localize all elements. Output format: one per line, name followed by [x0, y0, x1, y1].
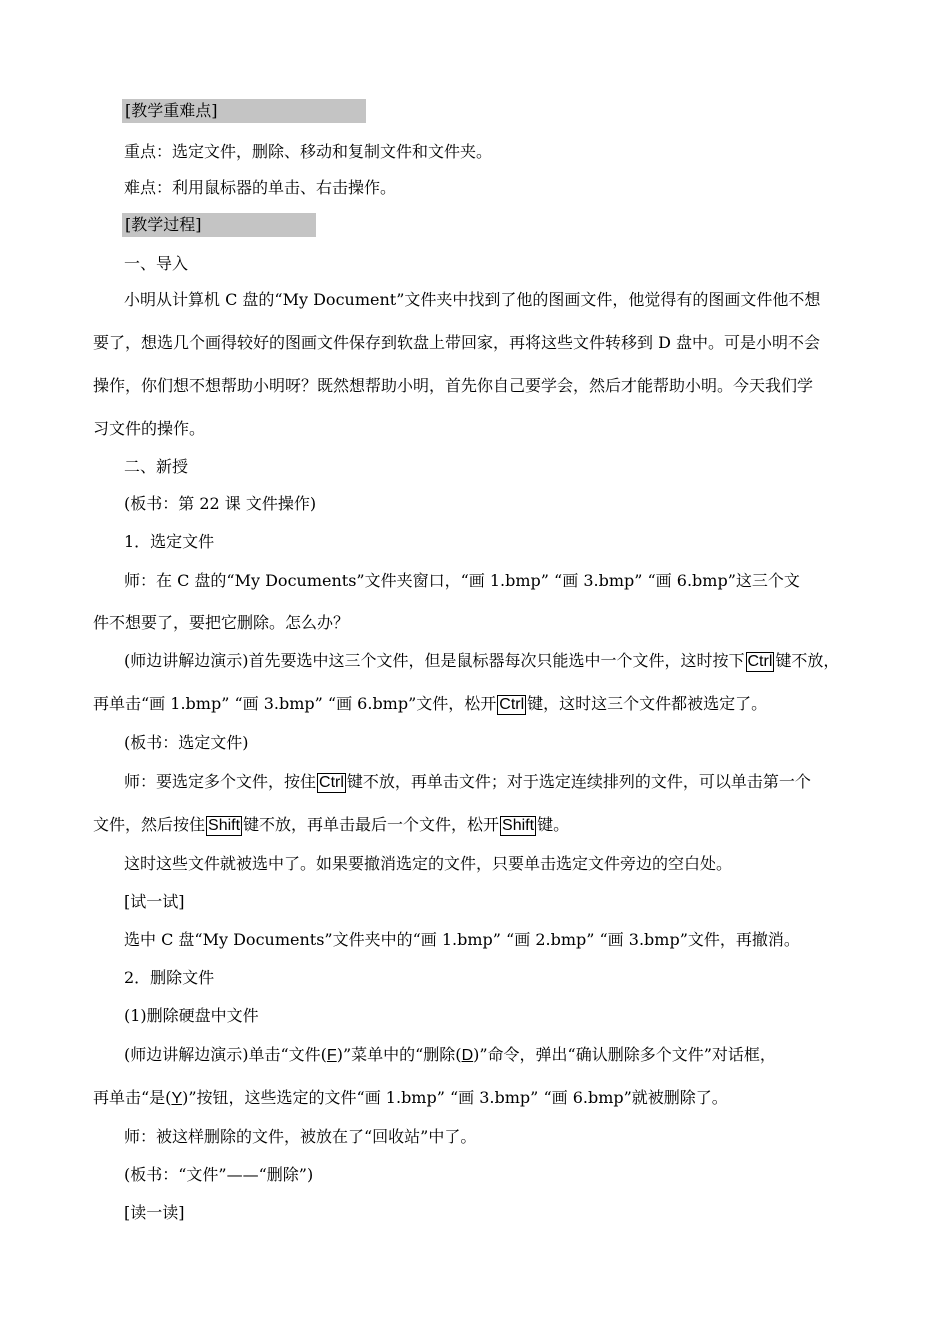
try-it-text: 选中 C 盘“My Documents”文件夹中的“画 1.bmp” “画 2.bmp” “画 3.bmp”文件，再撤消。	[124, 930, 800, 949]
board-note: (板书：“文件”——“删除”)	[124, 1165, 314, 1184]
board-note: (板书：选定文件)	[124, 733, 249, 752]
menu-shortcut-d: D	[461, 1047, 474, 1064]
section-heading-key-points: [教学重难点]	[122, 99, 366, 123]
section-title-intro: 一、导入	[124, 254, 189, 273]
demo-paragraph-line: 再单击“是(Y)”按钮，这些选定的文件“画 1.bmp” “画 3.bmp” “画 6.bmp”就被删除了。	[93, 1088, 728, 1107]
teacher-paragraph-line: 文件，然后按住 Shift 键不放，再单击最后一个文件，松开 Shift 键。	[93, 815, 570, 834]
button-shortcut-y: Y	[171, 1090, 183, 1107]
intro-paragraph-line: 操作，你们想不想帮助小明呀？既然想帮助小明，首先你自己要学会，然后才能帮助小明。今天我们学	[93, 376, 814, 395]
section-title-new-lesson: 二、新授	[124, 457, 189, 476]
ctrl-key-label: Ctrl	[747, 653, 773, 670]
subsection-title-delete-files: 2．删除文件	[124, 968, 215, 987]
try-it-heading: [试一试]	[124, 892, 185, 911]
teacher-paragraph-line: 师：要选定多个文件，按住 Ctrl 键不放，再单击文件；对于选定连续排列的文件，可以单击第一个	[124, 772, 811, 791]
subsection-title-select-files: 1．选定文件	[124, 532, 215, 551]
intro-paragraph-line: 小明从计算机 C 盘的“My Document”文件夹中找到了他的图画文件，他觉得有的图画文件他不想	[124, 290, 821, 309]
intro-paragraph-line: 要了，想选几个画得较好的图画文件保存到软盘上带回家，再将这些文件转移到 D 盘中。可是小明不会	[93, 333, 821, 352]
deselect-instruction: 这时这些文件就被选中了。如果要撤消选定的文件，只要单击选定文件旁边的空白处。	[124, 854, 733, 873]
board-note: (板书：第 22 课 文件操作)	[124, 494, 317, 513]
ctrl-key-label: Ctrl	[319, 774, 344, 791]
key-point-text: 重点：选定文件，删除、移动和复制文件和文件夹。	[124, 142, 493, 161]
demo-paragraph-line: 再单击“画 1.bmp” “画 3.bmp” “画 6.bmp”文件，松开 Ctrl 键，这时这三个文件都被选定了。	[93, 694, 768, 713]
teacher-paragraph-line: 师：在 C 盘的“My Documents”文件夹窗口，“画 1.bmp” “画 3.bmp” “画 6.bmp”这三个文	[124, 571, 800, 590]
demo-paragraph-line: (师边讲解边演示)单击“文件(F)”菜单中的“删除(D)”命令，弹出“确认删除多个文件”对话框，	[124, 1045, 776, 1064]
intro-paragraph-line: 习文件的操作。	[93, 419, 206, 438]
shift-key-label: Shift	[208, 817, 241, 834]
menu-shortcut-f: F	[326, 1047, 337, 1064]
subsection-title-delete-hard-disk: (1)删除硬盘中文件	[124, 1006, 259, 1025]
ctrl-key-label: Ctrl	[499, 696, 525, 713]
section-heading-process: [教学过程]	[122, 213, 316, 237]
teacher-paragraph-line: 师：被这样删除的文件，被放在了“回收站”中了。	[124, 1127, 477, 1146]
teacher-paragraph-line: 件不想要了，要把它删除。怎么办？	[93, 613, 350, 632]
read-it-heading: [读一读]	[124, 1203, 185, 1222]
demo-paragraph-line: (师边讲解边演示)首先要选中这三个文件，但是鼠标器每次只能选中一个文件，这时按下 Ctrl 键不放，	[124, 651, 840, 670]
shift-key-label: Shift	[502, 817, 535, 834]
difficult-point-text: 难点：利用鼠标器的单击、右击操作。	[124, 178, 397, 197]
